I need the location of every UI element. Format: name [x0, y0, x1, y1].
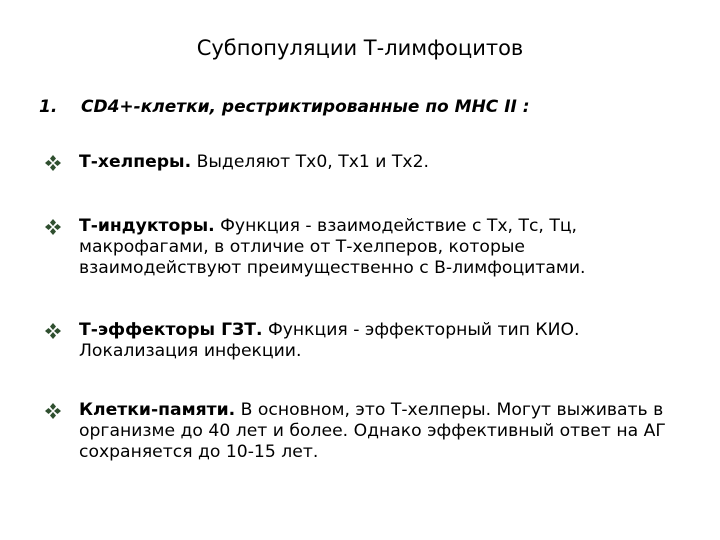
list-item	[44, 400, 684, 463]
list-item	[44, 320, 684, 362]
diamond-quad-bullet-icon	[44, 218, 62, 236]
diamond-quad-bullet-icon	[44, 154, 62, 172]
list-item-description: Функция - взаимодействие с Тх, Тс, Тц, макрофагами, в отличие от Т-хелперов, которые взаимодействуют преимущественно с В-лимфоцитами.	[79, 216, 586, 278]
list-item-description: Выделяют Тх0, Тх1 и Тх2.	[191, 152, 429, 172]
list-item-text	[79, 400, 684, 463]
diamond-quad-bullet-icon	[44, 322, 62, 340]
list-item-term: Т-эффекторы ГЗТ.	[79, 320, 263, 340]
subtitle-text: CD4+-клетки, рестриктированные по MHC II :	[81, 97, 530, 117]
subtitle	[39, 96, 530, 118]
list-item-description: В основном, это Т-хелперы. Могут выживать в организме до 40 лет и более. Однако эффективный ответ на АГ сохраняется до 10-15 лет.	[79, 400, 666, 462]
list-item-term: Т-хелперы.	[79, 152, 192, 172]
list-item-term: Клетки-памяти.	[79, 400, 236, 420]
subtitle-number: 1.	[39, 97, 58, 117]
diamond-quad-bullet-icon	[44, 402, 62, 420]
list-item-term: Т-индукторы.	[79, 216, 215, 236]
list-item	[44, 152, 684, 173]
list-item-text	[79, 216, 684, 279]
list-item	[44, 216, 684, 279]
list-item-text	[79, 152, 684, 173]
slide-title: Субпопуляции Т-лимфоцитов	[196, 36, 524, 60]
list-item-text	[79, 320, 684, 362]
list-item-description: Функция - эффекторный тип КИО. Локализация инфекции.	[79, 320, 580, 361]
